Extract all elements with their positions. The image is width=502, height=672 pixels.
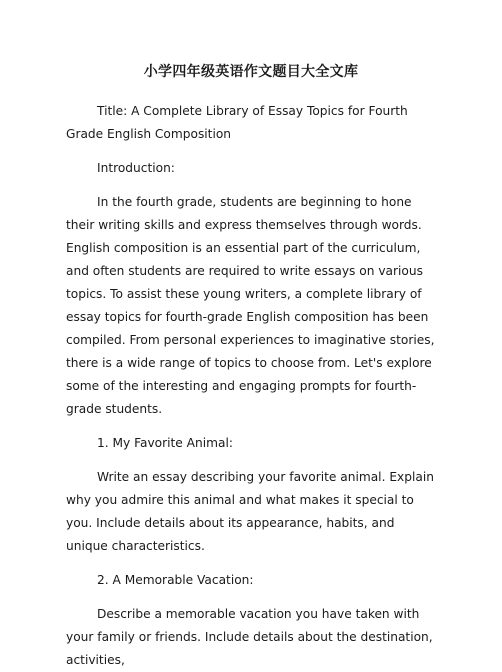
topic-2-paragraph: Describe a memorable vacation you have taken with your family or friends. Include details about the destination, activities, [66,607,433,667]
topic-2-heading: 2. A Memorable Vacation: [97,573,254,587]
document-title: 小学四年级英语作文题目大全文库 [143,64,359,80]
essay-title-line: Title: A Complete Library of Essay Topics for Fourth Grade English Composition [66,104,408,141]
introduction-paragraph: In the fourth grade, students are beginning to hone their writing skills and express themselves through words. English composition is an essential part of the curriculum, and often students are required to write essays on various topics. To assist these young writers, a complete library of essay topics for fourth-grade English composition has been compiled. From personal experiences to imaginative stories, there is a wide range of topics to choose from. Let's explore some of the interesting and engaging prompts for fourth-grade students. [66,195,435,416]
topic-1-heading: 1. My Favorite Animal: [97,436,233,450]
introduction-heading: Introduction: [97,161,175,175]
topic-1-paragraph: Write an essay describing your favorite animal. Explain why you admire this animal and what makes it special to you. Include details about its appearance, habits, and unique characteristics. [66,470,434,553]
